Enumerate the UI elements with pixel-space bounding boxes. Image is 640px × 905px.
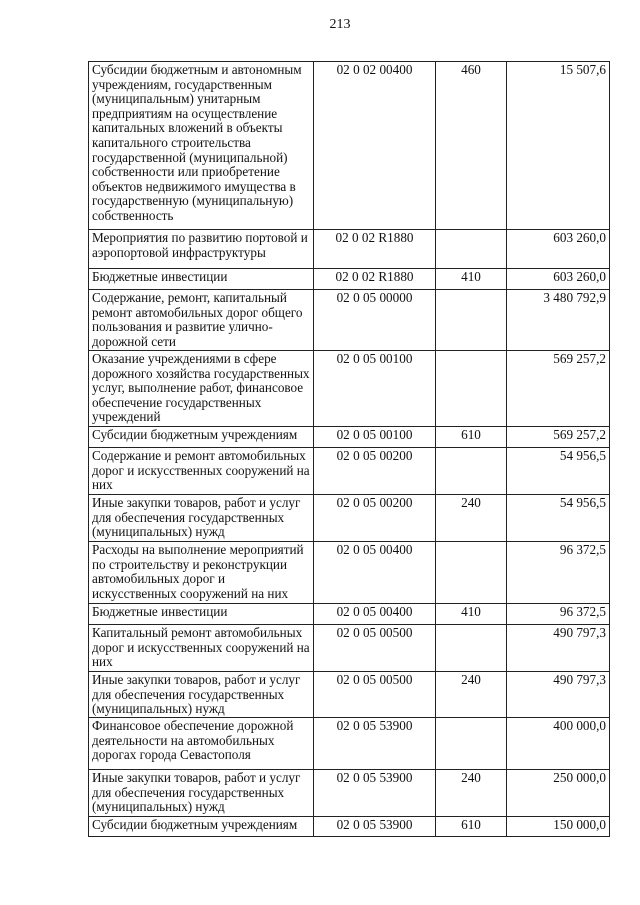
row-amount: 400 000,0	[507, 718, 610, 770]
row-amount: 54 956,5	[507, 495, 610, 542]
row-amount: 250 000,0	[507, 770, 610, 817]
row-code: 02 0 05 00100	[314, 351, 436, 427]
row-expense-type: 460	[436, 62, 507, 230]
table-row	[89, 770, 610, 817]
row-name: Иные закупки товаров, работ и услуг для обеспечения государственных (муниципальных) нужд	[89, 672, 314, 718]
row-amount: 603 260,0	[507, 230, 610, 269]
row-name: Иные закупки товаров, работ и услуг для обеспечения государственных (муниципальных) нужд	[89, 495, 314, 542]
row-amount: 150 000,0	[507, 817, 610, 837]
row-amount: 569 257,2	[507, 351, 610, 427]
table-row	[89, 448, 610, 495]
row-code: 02 0 05 53900	[314, 770, 436, 817]
row-name: Расходы на выполнение мероприятий по строительству и реконструкции автомобильных дорог и искусственных сооружений на них	[89, 542, 314, 604]
table-row	[89, 817, 610, 837]
row-amount: 15 507,6	[507, 62, 610, 230]
row-code: 02 0 02 R1880	[314, 230, 436, 269]
row-code: 02 0 05 53900	[314, 817, 436, 837]
row-amount: 569 257,2	[507, 427, 610, 448]
row-name: Оказание учреждениями в сфере дорожного хозяйства государственных услуг, выполнение работ, финансовое обеспечение государственных учреждений	[89, 351, 314, 427]
row-code: 02 0 05 00400	[314, 604, 436, 625]
row-amount: 490 797,3	[507, 672, 610, 718]
row-name: Субсидии бюджетным учреждениям	[89, 817, 314, 837]
table-row	[89, 230, 610, 269]
row-amount: 54 956,5	[507, 448, 610, 495]
row-expense-type: 240	[436, 495, 507, 542]
row-code: 02 0 05 00100	[314, 427, 436, 448]
row-code: 02 0 05 00500	[314, 625, 436, 672]
row-name: Содержание, ремонт, капитальный ремонт автомобильных дорог общего пользования и развитие улично-дорожной сети	[89, 290, 314, 351]
row-code: 02 0 05 00000	[314, 290, 436, 351]
row-expense-type: 240	[436, 770, 507, 817]
page-number: 213	[329, 17, 351, 32]
row-expense-type	[436, 290, 507, 351]
row-expense-type: 410	[436, 604, 507, 625]
table-row	[89, 542, 610, 604]
table-row	[89, 351, 610, 427]
row-code: 02 0 05 00200	[314, 448, 436, 495]
row-expense-type: 610	[436, 427, 507, 448]
row-expense-type	[436, 230, 507, 269]
row-expense-type	[436, 448, 507, 495]
table-row	[89, 672, 610, 718]
row-name: Иные закупки товаров, работ и услуг для обеспечения государственных (муниципальных) нужд	[89, 770, 314, 817]
row-name: Капитальный ремонт автомобильных дорог и искусственных сооружений на них	[89, 625, 314, 672]
row-amount: 490 797,3	[507, 625, 610, 672]
table-row	[89, 625, 610, 672]
row-expense-type	[436, 625, 507, 672]
table-row	[89, 290, 610, 351]
table-row	[89, 269, 610, 290]
row-code: 02 0 05 00400	[314, 542, 436, 604]
row-expense-type	[436, 351, 507, 427]
row-amount: 96 372,5	[507, 604, 610, 625]
row-code: 02 0 02 R1880	[314, 269, 436, 290]
row-name: Содержание и ремонт автомобильных дорог и искусственных сооружений на них	[89, 448, 314, 495]
row-name: Финансовое обеспечение дорожной деятельности на автомобильных дорогах города Севастополя	[89, 718, 314, 770]
table-row	[89, 495, 610, 542]
table-row	[89, 718, 610, 770]
row-code: 02 0 05 53900	[314, 718, 436, 770]
row-code: 02 0 02 00400	[314, 62, 436, 230]
row-amount: 96 372,5	[507, 542, 610, 604]
table-row	[89, 427, 610, 448]
row-expense-type	[436, 718, 507, 770]
row-name: Субсидии бюджетным учреждениям	[89, 427, 314, 448]
row-code: 02 0 05 00500	[314, 672, 436, 718]
row-expense-type: 610	[436, 817, 507, 837]
row-expense-type	[436, 542, 507, 604]
row-amount: 603 260,0	[507, 269, 610, 290]
row-expense-type: 240	[436, 672, 507, 718]
row-name: Мероприятия по развитию портовой и аэропортовой инфраструктуры	[89, 230, 314, 269]
row-name: Субсидии бюджетным и автономным учреждениям, государственным (муниципальным) унитарным предприятиям на осуществление капитальных вложений в объекты капитального строительства государственной (муниципальной) собственности или приобретение объектов недвижимого имущества в государственную (муниципальную) собственность	[89, 62, 314, 230]
row-name: Бюджетные инвестиции	[89, 269, 314, 290]
row-expense-type: 410	[436, 269, 507, 290]
row-code: 02 0 05 00200	[314, 495, 436, 542]
row-name: Бюджетные инвестиции	[89, 604, 314, 625]
table-row	[89, 62, 610, 230]
row-amount: 3 480 792,9	[507, 290, 610, 351]
budget-table	[88, 61, 610, 837]
table-row	[89, 604, 610, 625]
